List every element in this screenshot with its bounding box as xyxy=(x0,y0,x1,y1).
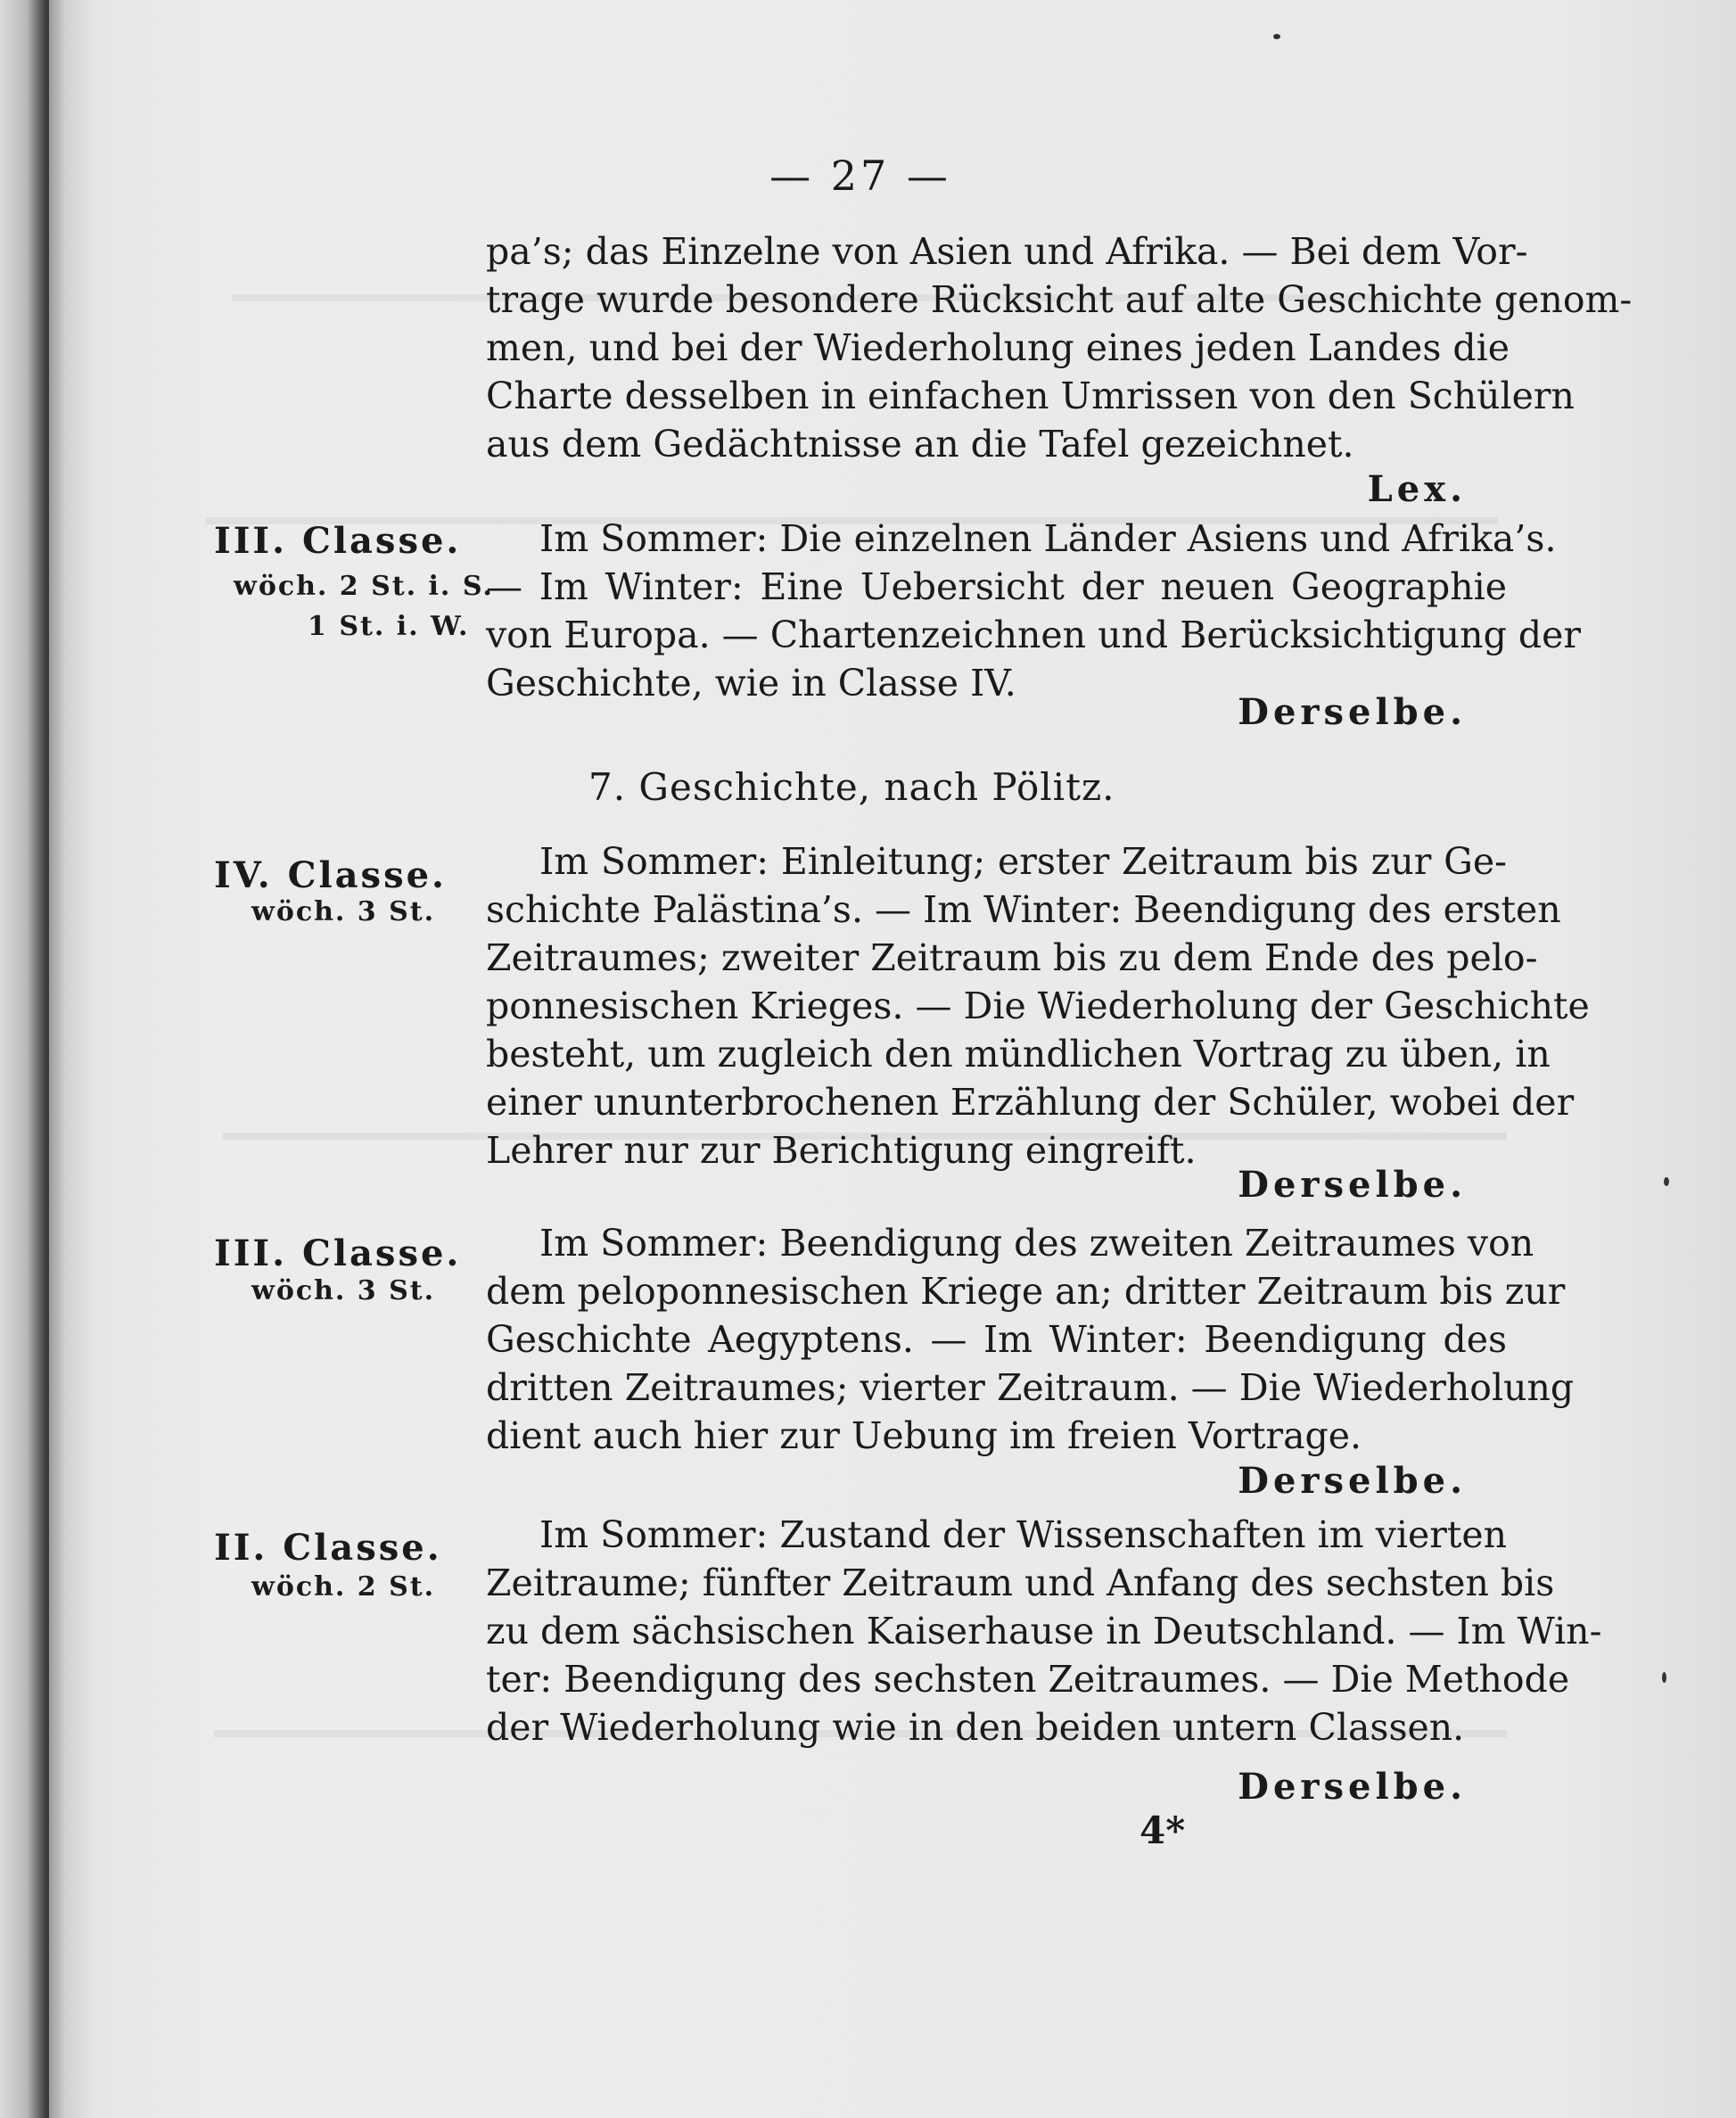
text-line: der Wiederholung wie in den beiden untern Classen. xyxy=(486,1706,1465,1749)
text-line: aus dem Gedächtnisse an die Tafel gezeichnet. xyxy=(486,423,1354,466)
class-label: III. Classe. xyxy=(214,1232,462,1274)
page-number: — 27 — xyxy=(769,152,951,200)
book-gutter xyxy=(0,0,49,2118)
text-line: zu dem sächsischen Kaiserhause in Deutschland. — Im Win- xyxy=(486,1610,1602,1652)
text-line: Charte desselben in einfachen Umrissen von den Schülern xyxy=(486,375,1575,417)
text-line: Geschichte Aegyptens. — Im Winter: Beendigung des xyxy=(486,1318,1507,1361)
text-line: Zeitraume; fünfter Zeitraum und Anfang des sechsten bis xyxy=(486,1562,1555,1604)
teacher-signature: Derselbe. xyxy=(1238,1766,1467,1808)
section-heading: 7. Geschichte, nach Pölitz. xyxy=(588,765,1115,809)
weekly-hours: wöch. 2 St. xyxy=(251,1571,436,1603)
text-line: Im Sommer: Die einzelnen Länder Asiens und Afrika’s. xyxy=(539,517,1557,560)
text-line: dient auch hier zur Uebung im freien Vortrage. xyxy=(486,1414,1362,1457)
ink-speck xyxy=(1662,1672,1666,1683)
text-line: — Im Winter: Eine Uebersicht der neuen Geographie xyxy=(486,565,1507,608)
weekly-hours: 1 St. i. W. xyxy=(308,611,470,642)
text-line: Im Sommer: Einleitung; erster Zeitraum bis zur Ge- xyxy=(539,840,1507,883)
text-line: ponnesischen Krieges. — Die Wiederholung der Geschichte xyxy=(486,985,1590,1027)
text-line: Zeitraumes; zweiter Zeitraum bis zu dem Ende des pelo- xyxy=(486,936,1538,979)
weekly-hours: wöch. 3 St. xyxy=(251,1275,436,1306)
weekly-hours: wöch. 3 St. xyxy=(251,896,436,927)
weekly-hours: wöch. 2 St. i. S. xyxy=(234,571,494,602)
signature-mark: 4* xyxy=(1140,1809,1186,1852)
teacher-signature: Derselbe. xyxy=(1238,1460,1467,1502)
class-label: II. Classe. xyxy=(214,1527,442,1569)
class-label: III. Classe. xyxy=(214,520,462,562)
text-line: besteht, um zugleich den mündlichen Vortrag zu üben, in xyxy=(486,1033,1551,1075)
text-line: Im Sommer: Beendigung des zweiten Zeitraumes von xyxy=(539,1222,1534,1265)
text-line: dem peloponnesischen Kriege an; dritter Zeitraum bis zur xyxy=(486,1270,1566,1313)
text-line: pa’s; das Einzelne von Asien und Afrika. — Bei dem Vor- xyxy=(486,230,1528,273)
text-line: men, und bei der Wiederholung eines jeden Landes die xyxy=(486,326,1510,369)
text-line: Lehrer nur zur Berichtigung eingreift. xyxy=(486,1129,1197,1172)
text-line: schichte Palästina’s. — Im Winter: Beendigung des ersten xyxy=(486,888,1561,931)
teacher-signature: Lex. xyxy=(1367,468,1467,510)
text-line: von Europa. — Chartenzeichnen und Berücksichtigung der xyxy=(486,614,1581,656)
text-line: trage wurde besondere Rücksicht auf alte Geschichte genom- xyxy=(486,278,1633,321)
ink-speck xyxy=(1664,1177,1669,1186)
text-line: ter: Beendigung des sechsten Zeitraumes. — Die Methode xyxy=(486,1658,1570,1701)
class-label: IV. Classe. xyxy=(214,854,447,896)
teacher-signature: Derselbe. xyxy=(1238,691,1467,733)
text-line: Geschichte, wie in Classe IV. xyxy=(486,662,1016,705)
text-line: einer ununterbrochenen Erzählung der Schüler, wobei der xyxy=(486,1081,1575,1124)
text-line: Im Sommer: Zustand der Wissenschaften im vierten xyxy=(539,1513,1507,1556)
teacher-signature: Derselbe. xyxy=(1238,1164,1467,1206)
ink-speck xyxy=(1273,34,1280,39)
text-line: dritten Zeitraumes; vierter Zeitraum. — Die Wiederholung xyxy=(486,1366,1575,1409)
